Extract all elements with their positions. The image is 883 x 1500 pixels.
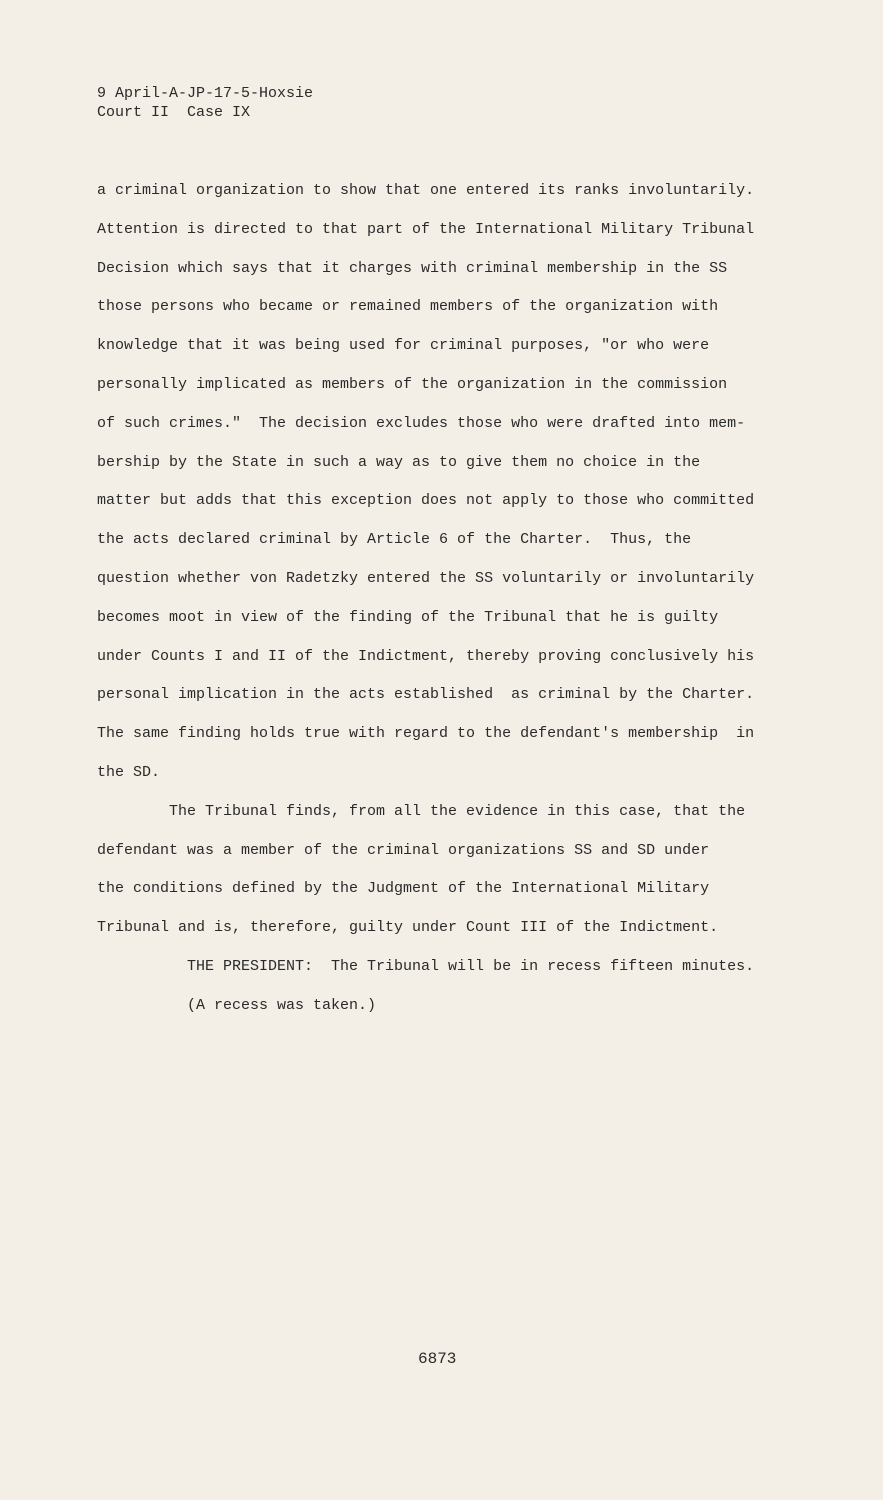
body-line: Decision which says that it charges with criminal membership in the SS (97, 259, 728, 277)
page-number: 6873 (418, 1350, 457, 1368)
body-line: personally implicated as members of the organization in the commission (97, 375, 728, 393)
body-line: bership by the State in such a way as to give them no choice in the (97, 453, 701, 471)
body-line: THE PRESIDENT: The Tribunal will be in recess fifteen minutes. (97, 957, 755, 975)
body-line: a criminal organization to show that one entered its ranks involuntarily. (97, 182, 755, 199)
body-line: under Counts I and II of the Indictment, thereby proving conclusively his (97, 647, 755, 665)
body-line: becomes moot in view of the finding of the Tribunal that he is guilty (97, 608, 719, 626)
document-header (97, 84, 313, 122)
body-line: Attention is directed to that part of the International Military Tribunal (97, 220, 755, 238)
body-line: Tribunal and is, therefore, guilty under Count III of the Indictment. (97, 919, 719, 937)
body-line: defendant was a member of the criminal organizations SS and SD under (97, 841, 710, 859)
header-line-2: Court II Case IX (97, 104, 251, 121)
body-line: the acts declared criminal by Article 6 of the Charter. Thus, the (97, 531, 692, 549)
body-line: the conditions defined by the Judgment of the International Military (97, 880, 710, 898)
document-body (97, 172, 817, 1026)
body-line: knowledge that it was being used for criminal purposes, "or who were (97, 337, 710, 355)
header-line-1: 9 April-A-JP-17-5-Hoxsie (97, 85, 314, 102)
body-line: of such crimes." The decision excludes those who were drafted into mem- (97, 414, 746, 432)
body-line: personal implication in the acts established as criminal by the Charter. (97, 686, 755, 704)
body-line: question whether von Radetzky entered the SS voluntarily or involuntarily (97, 569, 755, 587)
body-line: The same finding holds true with regard to the defendant's membership in (97, 725, 755, 743)
body-line: the SD. (97, 763, 161, 781)
body-line: matter but adds that this exception does not apply to those who committed (97, 492, 755, 510)
body-line: The Tribunal finds, from all the evidence in this case, that the (97, 802, 746, 820)
body-line: those persons who became or remained members of the organization with (97, 298, 719, 316)
body-line: (A recess was taken.) (97, 996, 377, 1014)
